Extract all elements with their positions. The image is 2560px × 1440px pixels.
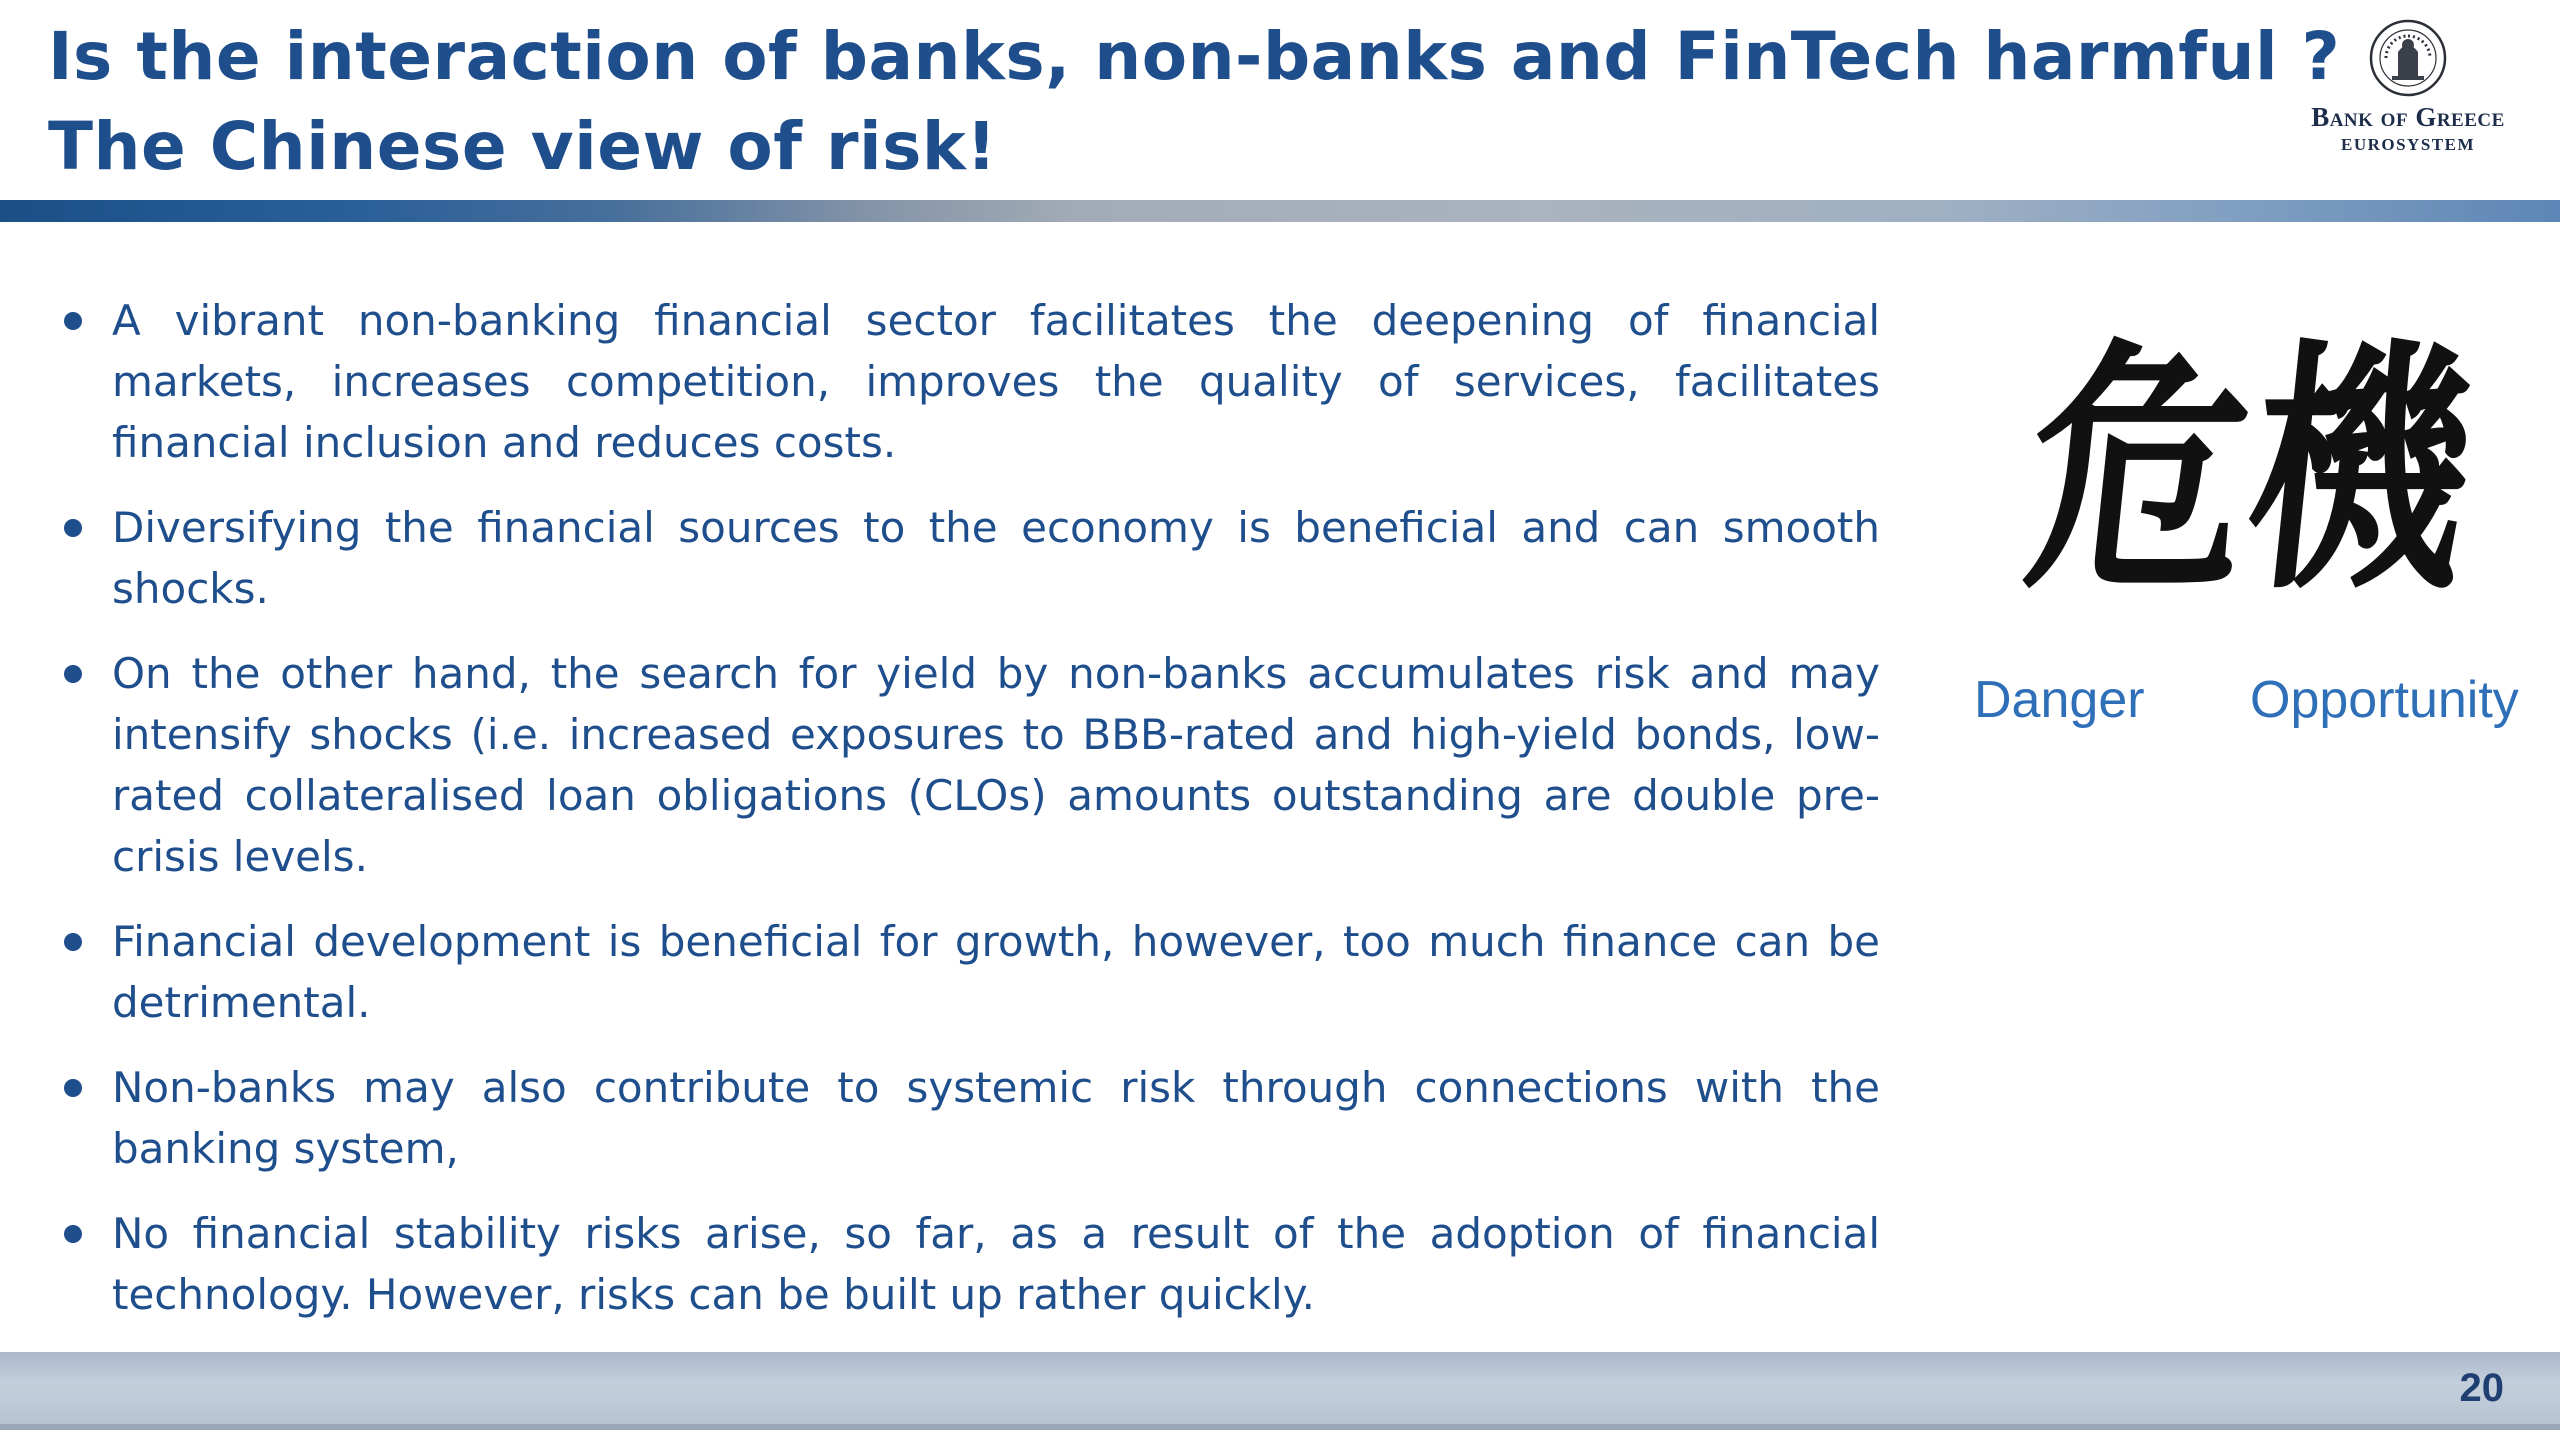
- footer-band: [0, 1352, 2560, 1430]
- crisis-kanji-figure: [1960, 290, 2540, 750]
- slide-title-line-1: Is the interaction of banks, non-banks and FinTech harmful ?: [48, 18, 2341, 95]
- bullet-item: Diversifying the financial sources to the economy is beneficial and can smooth shocks.: [60, 497, 1880, 619]
- kanji-characters: [2013, 290, 2487, 650]
- danger-caption: Danger: [1974, 671, 2145, 729]
- bank-name: Bank of Greece: [2311, 102, 2505, 132]
- bullet-list: [60, 290, 1880, 1349]
- opportunity-caption: Opportunity: [2250, 671, 2519, 729]
- bullet-item: Non-banks may also contribute to systemic risk through connections with the banking system,: [60, 1057, 1880, 1179]
- bullet-item: Financial development is beneficial for growth, however, too much finance can be detrimental.: [60, 911, 1880, 1033]
- eurosystem-label: EUROSYSTEM: [2340, 135, 2476, 154]
- bullet-item: On the other hand, the search for yield by non-banks accumulates risk and may intensify shocks (i.e. increased exposures to BBB-rated and high-yield bonds, low-rated collateralised loan obligations (CLOs) amounts outstanding are double pre-crisis levels.: [60, 643, 1880, 887]
- slide-title-line-2: The Chinese view of risk!: [48, 108, 997, 185]
- bank-logo: [2268, 18, 2548, 188]
- slide-title: [48, 12, 2341, 192]
- bank-of-greece-seal-icon: [2368, 18, 2448, 98]
- page-number: 20: [2459, 1366, 2504, 1410]
- bullet-item: A vibrant non-banking financial sector facilitates the deepening of financial markets, increases competition, improves the quality of services, facilitates financial inclusion and reduces costs.: [60, 290, 1880, 473]
- header-divider-band: [0, 200, 2560, 222]
- bullet-item: No financial stability risks arise, so far, as a result of the adoption of financial technology. However, risks can be built up rather quickly.: [60, 1203, 1880, 1325]
- kanji-opportunity-character: 機: [2233, 314, 2487, 625]
- kanji-danger-character: 危: [2013, 314, 2267, 625]
